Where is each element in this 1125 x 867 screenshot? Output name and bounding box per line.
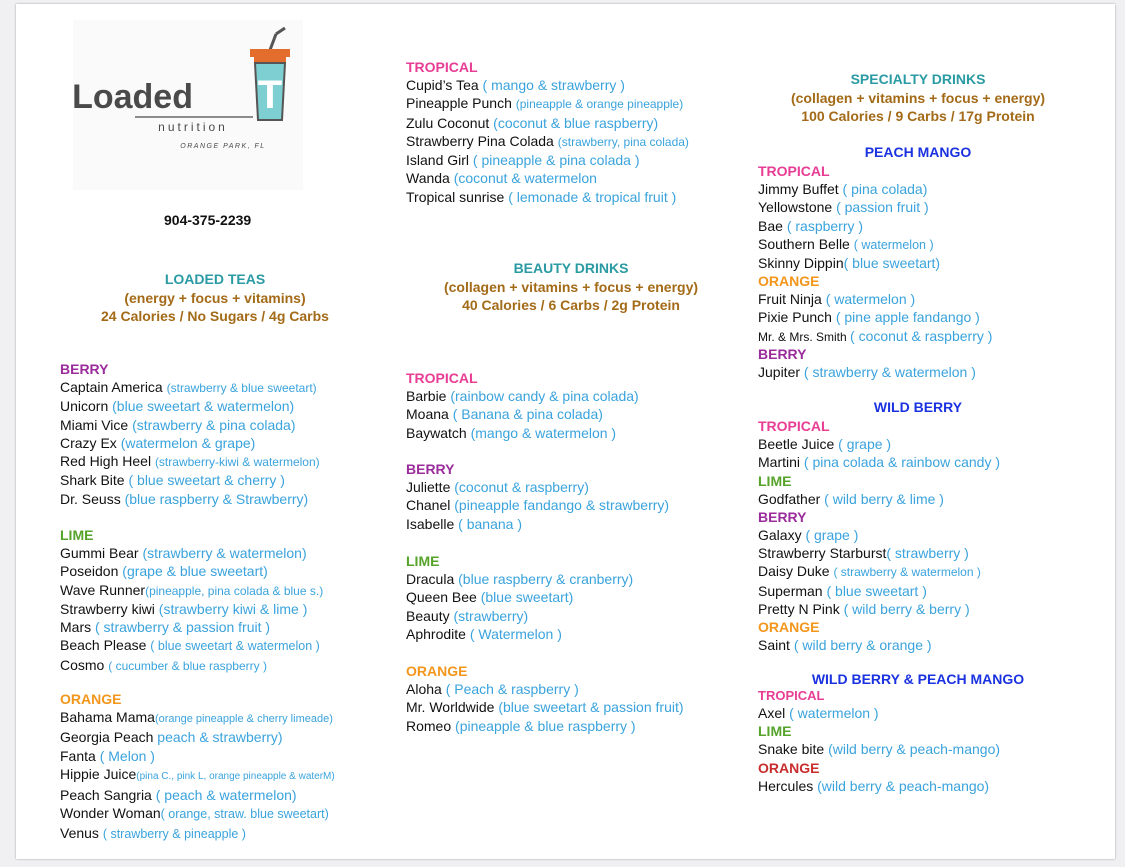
group-label: ORANGE [758, 759, 820, 776]
subsection-title: PEACH MANGO [864, 144, 972, 160]
subsection-title: WILD BERRY & PEACH MANGO [811, 671, 1025, 687]
group-berry [406, 460, 669, 533]
list-item: Juliette (coconut & raspberry) [406, 479, 589, 495]
list-item: Mars ( strawberry & passion fruit ) [60, 619, 271, 636]
list-item: Shark Bite ( blue sweetart & cherry ) [60, 472, 285, 489]
list-item: Beetle Juice ( grape ) [758, 436, 892, 452]
list-item: Daisy Duke ( strawberry & watermelon ) [758, 563, 981, 580]
list-item: Barbie (rainbow candy & pina colada) [406, 388, 639, 404]
group-orange [758, 272, 992, 346]
list-item: Bahama Mama(orange pineapple & cherry limeade) [60, 709, 333, 725]
group-label: LIME [758, 472, 792, 489]
list-item: Pineapple Punch (pineapple & orange pineapple) [406, 95, 684, 112]
list-item: Strawberry Starburst( strawberry ) [758, 545, 969, 562]
group-orange [60, 690, 335, 843]
list-item: Wave Runner(pineapple, pina colada & blue s.) [60, 581, 324, 598]
list-item: Baywatch (mango & watermelon ) [406, 424, 617, 441]
section-stats: 40 Calories / 6 Carbs / 2g Protein [462, 297, 680, 313]
list-item: Aloha ( Peach & raspberry ) [406, 681, 579, 697]
list-item: Cosmo ( cucumber & blue raspberry ) [60, 656, 267, 673]
list-item: Miami Vice (strawberry & pina colada) [60, 416, 296, 433]
list-item: Venus ( strawberry & pineapple ) [60, 824, 246, 841]
logo-graphic [73, 20, 303, 190]
section-title: BEAUTY DRINKS [513, 260, 629, 276]
section-stats: 100 Calories / 9 Carbs / 17g Protein [801, 108, 1035, 124]
list-item: Godfather ( wild berry & lime ) [758, 490, 944, 507]
phone-number[interactable]: 904-375-2239 [164, 212, 252, 228]
list-item: Bae ( raspberry ) [758, 217, 864, 234]
list-item: Snake bite (wild berry & peach-mango) [758, 741, 1001, 758]
list-item: Pixie Punch ( pine apple fandango ) [758, 309, 980, 326]
group-label: TROPICAL [758, 418, 830, 434]
group-label: ORANGE [406, 663, 468, 679]
group-label: TROPICAL [758, 688, 825, 703]
list-item: Romeo (pineapple & blue raspberry ) [406, 717, 636, 734]
list-item: Aphrodite ( Watermelon ) [406, 625, 562, 642]
list-item: Crazy Ex (watermelon & grape) [60, 434, 256, 451]
list-item: Beach Please ( blue sweetart & watermelon ) [60, 637, 320, 654]
list-item: Yellowstone ( passion fruit ) [758, 199, 929, 216]
group-label: LIME [406, 553, 440, 569]
group-label: BERRY [406, 461, 455, 477]
list-item: Mr. Worldwide (blue sweetart & passion fruit) [406, 699, 684, 716]
list-item: Beauty (strawberry) [406, 607, 529, 624]
list-item: Tropical sunrise ( lemonade & tropical fruit ) [406, 188, 677, 205]
list-item: Red High Heel (strawberry-kiwi & watermelon) [60, 453, 320, 470]
group-label: ORANGE [60, 691, 122, 707]
list-item: Jimmy Buffet ( pina colada) [758, 181, 928, 197]
list-item: Queen Bee (blue sweetart) [406, 589, 574, 606]
group-berry [60, 360, 320, 508]
list-item: Southern Belle ( watermelon ) [758, 235, 934, 252]
list-item: Mr. & Mrs. Smith ( coconut & raspberry ) [758, 327, 993, 344]
group-lime [60, 526, 323, 675]
group-label: ORANGE [758, 273, 820, 289]
section-title: LOADED TEAS [164, 271, 266, 287]
group-lime [406, 552, 633, 643]
group-label: BERRY [758, 508, 807, 525]
group-label: LIME [60, 527, 94, 543]
list-item: Superman ( blue sweetart ) [758, 582, 927, 599]
list-item: Axel ( watermelon ) [758, 705, 879, 721]
list-item: Martini ( pina colada & rainbow candy ) [758, 454, 1001, 471]
list-item: Strawberry kiwi (strawberry kiwi & lime ) [60, 600, 308, 617]
brand-letter: T [257, 73, 283, 117]
brand-logo [73, 20, 303, 190]
group-label: TROPICAL [758, 163, 830, 179]
group-tropical [406, 58, 689, 206]
list-item: Hercules (wild berry & peach-mango) [758, 777, 990, 794]
list-item: Dracula (blue raspberry & cranberry) [406, 571, 634, 587]
group-label: TROPICAL [406, 59, 478, 75]
list-item: Jupiter ( strawberry & watermelon ) [758, 364, 976, 380]
list-item: Isabelle ( banana ) [406, 515, 522, 532]
list-item: Poseidon (grape & blue sweetart) [60, 563, 268, 580]
list-item: Gummi Bear (strawberry & watermelon) [60, 545, 307, 561]
section-subtitle: (energy + focus + vitamins) [124, 290, 306, 306]
list-item: Wonder Woman( orange, straw. blue sweetart) [60, 805, 329, 822]
group-tropical [406, 369, 639, 442]
list-item: Zulu Coconut (coconut & blue raspberry) [406, 114, 659, 131]
section-stats: 24 Calories / No Sugars / 4g Carbs [101, 308, 329, 324]
group-berry [758, 345, 976, 381]
section-subtitle: (collagen + vitamins + focus + energy) [790, 90, 1046, 106]
list-item: Peach Sangria ( peach & watermelon) [60, 787, 297, 804]
list-item: Dr. Seuss (blue raspberry & Strawberry) [60, 490, 309, 507]
list-item: Unicorn (blue sweetart & watermelon) [60, 398, 295, 415]
menu-page [16, 4, 1115, 859]
group-label: LIME [758, 723, 792, 740]
group-label: TROPICAL [406, 370, 478, 386]
list-item: Hippie Juice(pina C., pink L, orange pineapple & waterM) [60, 765, 335, 782]
list-item: Strawberry Pina Colada (strawberry, pina colada) [406, 132, 689, 149]
group-tropical [758, 688, 1000, 795]
group-orange [406, 662, 684, 735]
section-title: SPECIALTY DRINKS [850, 71, 986, 87]
brand-name: Loaded [73, 78, 193, 116]
group-tropical [758, 417, 1000, 655]
brand-sub: nutrition [158, 120, 228, 134]
list-item: Saint ( wild berry & orange ) [758, 637, 932, 654]
list-item: Georgia Peach peach & strawberry) [60, 729, 283, 746]
group-label: BERRY [758, 346, 807, 362]
list-item: Skinny Dippin( blue sweetart) [758, 255, 941, 272]
brand-location: ORANGE PARK, FL [180, 143, 266, 150]
subsection-title: WILD BERRY [873, 399, 963, 415]
group-label: BERRY [60, 361, 109, 377]
list-item: Fruit Ninja ( watermelon ) [758, 291, 916, 307]
list-item: Captain America (strawberry & blue sweetart) [60, 379, 317, 395]
list-item: Island Girl ( pineapple & pina colada ) [406, 152, 640, 169]
list-item: Cupid’s Tea ( mango & strawberry ) [406, 77, 625, 93]
group-label: ORANGE [758, 619, 820, 636]
section-subtitle: (collagen + vitamins + focus + energy) [443, 279, 699, 295]
list-item: Wanda (coconut & watermelon [406, 170, 597, 187]
list-item: Moana ( Banana & pina colada) [406, 406, 603, 423]
list-item: Chanel (pineapple fandango & strawberry) [406, 497, 670, 514]
list-item: Galaxy ( grape ) [758, 526, 859, 543]
list-item: Fanta ( Melon ) [60, 747, 155, 764]
group-tropical [758, 162, 940, 272]
list-item: Pretty N Pink ( wild berry & berry ) [758, 601, 970, 618]
